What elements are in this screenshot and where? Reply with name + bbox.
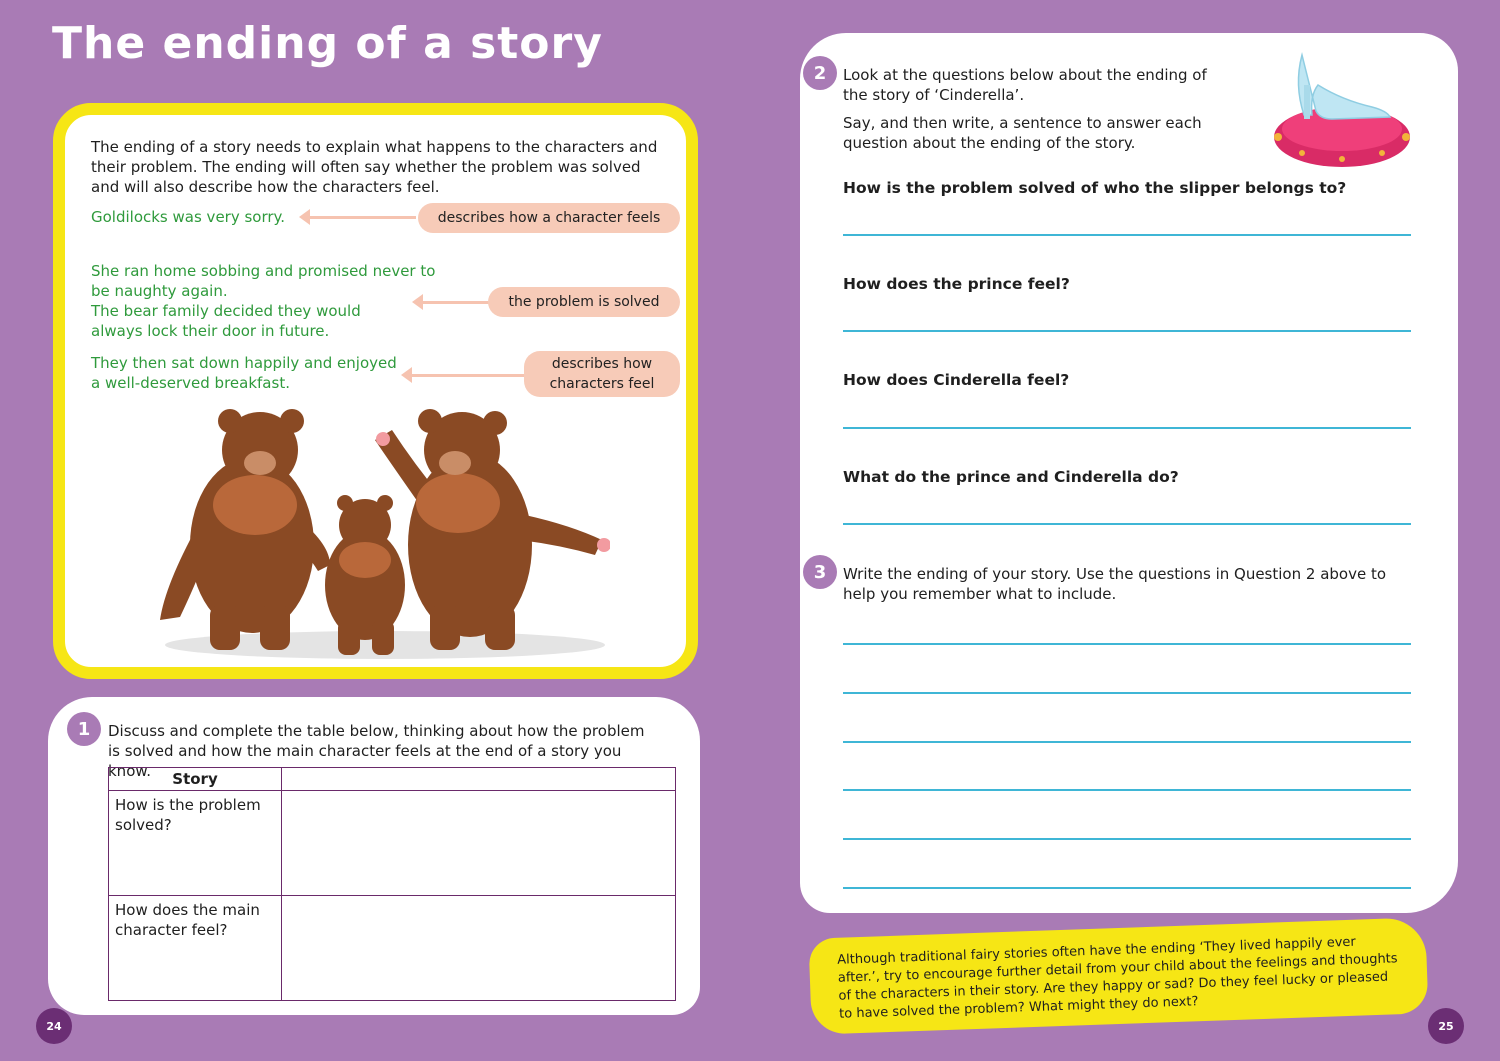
example-breakfast: They then sat down happily and enjoyed a well-deserved breakfast. [91, 354, 397, 392]
question-2c: How does Cinderella feel? [843, 371, 1070, 389]
arrow-3 [410, 374, 525, 377]
answer-line-2d[interactable] [843, 523, 1411, 525]
answer-line-2a[interactable] [843, 234, 1411, 236]
writing-line-3[interactable] [843, 741, 1411, 743]
question-2a: How is the problem solved of who the slipper belongs to? [843, 179, 1347, 197]
question-2-number: 2 [803, 56, 837, 90]
question-3-text: Write the ending of your story. Use the questions in Question 2 above to help you remember what to include. [843, 565, 1387, 603]
question-2-text: Look at the questions below about the ending of the story of ‘Cinderella’. [843, 66, 1207, 104]
question-2-instruction: Say, and then write, a sentence to answer each question about the ending of the story. [843, 114, 1202, 152]
answer-line-2b[interactable] [843, 330, 1411, 332]
writing-line-6[interactable] [843, 887, 1411, 889]
page-number-left: 24 [36, 1008, 72, 1044]
arrow-2 [421, 301, 493, 304]
question-3-number: 3 [803, 555, 837, 589]
table-row-problem-solved: How is the problem solved? [109, 791, 282, 896]
table-header-story: Story [109, 768, 282, 791]
label-problem-solved: the problem is solved [488, 287, 680, 317]
arrow-1 [308, 216, 416, 219]
question-1-panel [48, 697, 700, 1015]
glass-slipper-icon [1272, 45, 1414, 175]
page-number-right: 25 [1428, 1008, 1464, 1044]
bear-family-illustration [140, 395, 610, 665]
writing-line-2[interactable] [843, 692, 1411, 694]
writing-line-1[interactable] [843, 643, 1411, 645]
table-cell-problem-answer[interactable] [282, 791, 676, 896]
label-characters-feel: describes how characters feel [524, 351, 680, 397]
page-title: The ending of a story [52, 18, 603, 69]
writing-line-4[interactable] [843, 789, 1411, 791]
question-1-text: Discuss and complete the table below, thinking about how the problem is solved and how the main character feels at the end of a story you know. [108, 722, 645, 780]
parent-tip-text: Although traditional fairy stories often have the ending ‘They lived happily ever after.’, try to encourage further detail from your child about the feelings and thoughts of the characters in their story. Are they happy or sad? Do they feel lucky or pleased to have solved the problem? What might they do next? [837, 934, 1398, 1022]
table-row-character-feel: How does the main character feel? [109, 896, 282, 1001]
label-character-feels: describes how a character feels [418, 203, 680, 233]
question-2b: How does the prince feel? [843, 275, 1070, 293]
story-table [108, 767, 676, 1001]
questions-panel [800, 33, 1458, 913]
table-cell-feel-answer[interactable] [282, 896, 676, 1001]
intro-text: The ending of a story needs to explain what happens to the characters and their problem. The ending will often say whether the problem was solved and will also describe how the characters feel. [91, 138, 658, 196]
table-cell-story-answer[interactable] [282, 768, 676, 791]
example-sobbing: She ran home sobbing and promised never to be naughty again. [91, 262, 436, 300]
question-1-number: 1 [67, 712, 101, 746]
examples-panel [53, 103, 698, 679]
question-2d: What do the prince and Cinderella do? [843, 468, 1179, 486]
example-sorry: Goldilocks was very sorry. [91, 208, 286, 226]
example-lock-door: The bear family decided they would always lock their door in future. [91, 302, 361, 340]
answer-line-2c[interactable] [843, 427, 1411, 429]
parent-tip-box [809, 917, 1429, 1034]
writing-line-5[interactable] [843, 838, 1411, 840]
